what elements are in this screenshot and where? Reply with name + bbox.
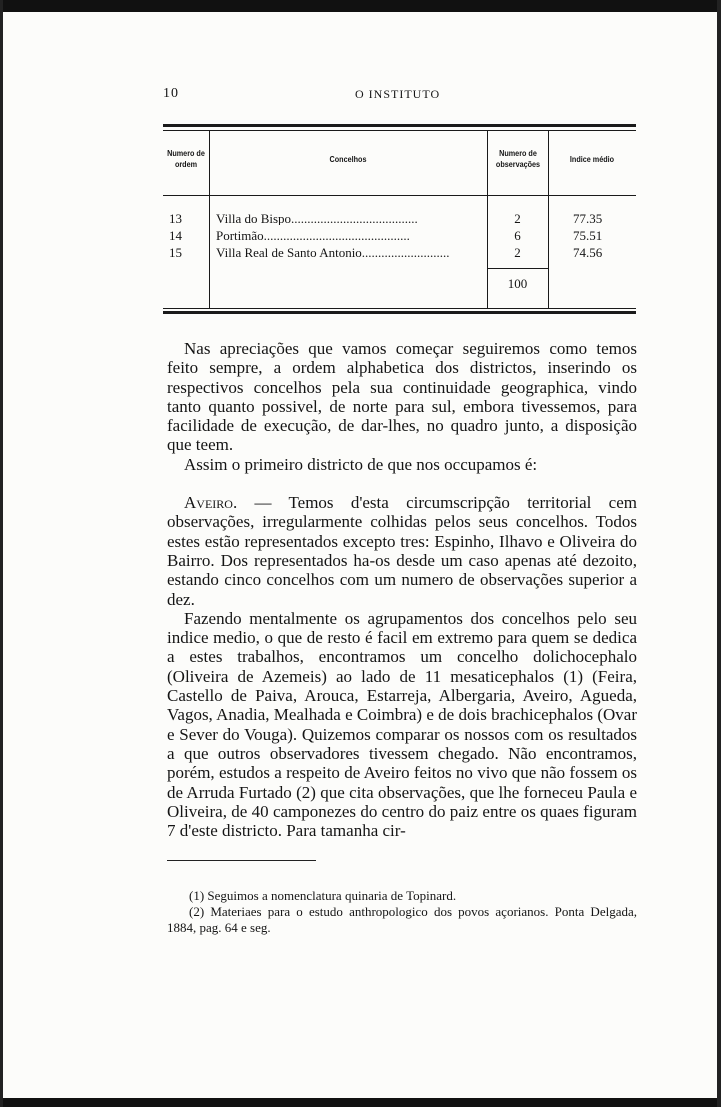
row-observacoes: 2 <box>514 211 521 226</box>
running-title: O INSTITUTO <box>355 87 441 101</box>
scan-border-right <box>717 0 721 1107</box>
row-indice: 77.35 <box>573 211 603 226</box>
table-bottom-rule <box>163 311 636 314</box>
total-observacoes: 100 <box>507 276 528 291</box>
row-concelho: Portimão............................................. <box>216 229 410 242</box>
scan-border-bottom <box>0 1098 721 1107</box>
footnote: (2) Materiaes para o estudo anthropologico dos povos açorianos. Ponta Delgada, 1884, pag. 64 e seg. <box>167 904 637 935</box>
row-indice: 75.51 <box>573 228 603 243</box>
column-divider <box>548 131 549 308</box>
table-header-rule <box>163 195 636 196</box>
scan-border-left <box>0 0 3 1107</box>
scan-border-top <box>0 0 721 12</box>
column-header-indice: Indice médio <box>569 154 615 164</box>
column-header-observacoes: Numero de observações <box>495 148 541 169</box>
data-table <box>163 124 636 314</box>
total-rule <box>487 268 548 269</box>
row-ordem: 14 <box>169 228 182 243</box>
table-top-rule <box>163 124 636 127</box>
row-concelho: Villa Real de Santo Antonio........................... <box>216 246 450 259</box>
row-ordem: 13 <box>169 211 182 226</box>
footnote: (1) Seguimos a nomenclatura quinaria de Topinard. <box>189 888 457 903</box>
paragraph: Assim o primeiro districto de que nos occupamos é: <box>184 454 538 474</box>
body-text <box>167 339 637 840</box>
table-bottom-rule-thin <box>163 308 636 309</box>
paragraph-aveiro <box>167 493 637 609</box>
column-divider <box>209 131 210 308</box>
row-ordem: 15 <box>169 245 182 260</box>
section-heading-aveiro: Aveiro. <box>184 493 238 513</box>
table-top-rule-thin <box>163 130 636 131</box>
footnote-rule <box>167 860 316 861</box>
paragraph-aveiro-text: — Temos d'esta circumscripção territorial cem observações, irregularmente colhidas pelos seus concelhos. Todos estes estão representados excepto tres: Espinho, Ilhavo e Oliveira do Bairro. Dos representados ha-os desde um caso apenas até dezoito, estando cinco concelhos com um numero de observações superior a dez. <box>167 493 637 609</box>
column-header-ordem: Numero de ordem <box>167 148 205 169</box>
row-indice: 74.56 <box>573 245 603 260</box>
row-observacoes: 6 <box>514 228 521 243</box>
column-header-concelhos: Concelhos <box>329 154 367 164</box>
row-concelho: Villa do Bispo....................................... <box>216 212 418 225</box>
paragraph: Fazendo mentalmente os agrupamentos dos concelhos pelo seu indice medio, o que de resto é facil em extremo para quem se dedica a estes trabalhos, encontramos um concelho dolichocephalo (Oliveira de Azemeis) ao lado de 11 mesaticephalos (1) (Feira, Castello de Paiva, Arouca, Estarreja, Albergaria, Aveiro, Agueda, Vagos, Anadia, Mealhada e Coimbra) e de dois brachicephalos (Ovar e Sever do Vouga). Quizemos comparar os nossos com os resultados a que outros observadores tivessem chegado. Não encontramos, porém, estudos a respeito de Aveiro feitos no vivo que não fossem os de Arruda Furtado (2) que cita observações, que lhe forneceu Paula e Oliveira, de 40 camponezes do centro do paiz entre os quaes figuram 7 d'este districto. Para tamanha cir- <box>167 608 637 841</box>
paragraph: Nas apreciações que vamos começar seguiremos como temos feito sempre, a ordem alphabetica dos districtos, inserindo os respectivos concelhos pela sua continuidade geographica, vindo tanto quanto possivel, de norte para sul, embora tivessemos, para facilidade de execução, de dar-lhes, no quadro junto, a disposição que teem. <box>167 339 637 455</box>
footnotes <box>167 888 637 936</box>
page-number: 10 <box>163 86 179 101</box>
row-observacoes: 2 <box>514 245 521 260</box>
